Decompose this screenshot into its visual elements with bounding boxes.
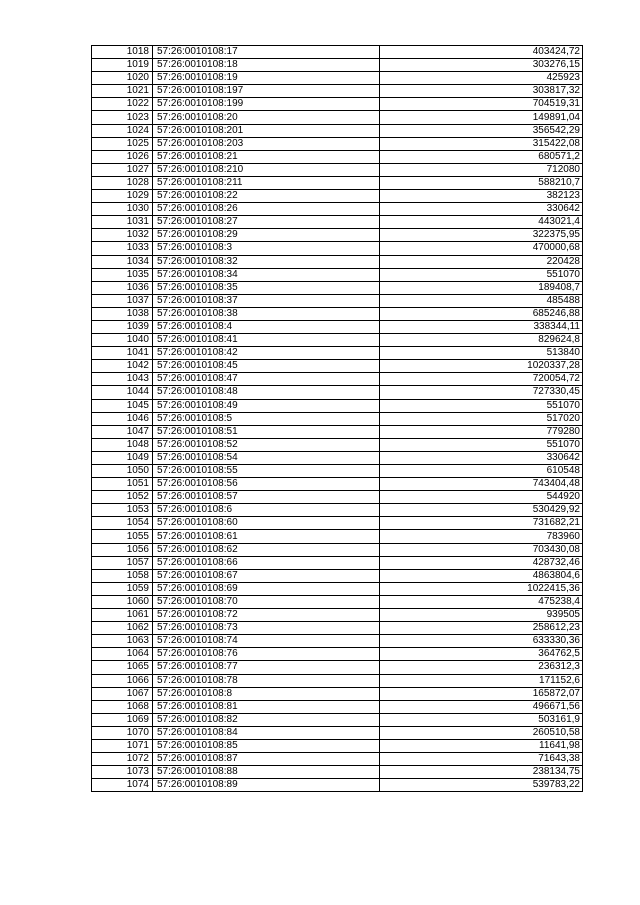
row-number-cell: 1024	[92, 124, 153, 137]
row-number-cell: 1040	[92, 334, 153, 347]
cadastral-number-cell: 57:26:0010108:84	[153, 726, 380, 739]
row-number-cell: 1058	[92, 569, 153, 582]
value-cell: 539783,22	[380, 779, 583, 792]
table-row	[92, 46, 583, 59]
table-row	[92, 530, 583, 543]
row-number-cell: 1065	[92, 661, 153, 674]
value-cell: 485488	[380, 294, 583, 307]
table-row	[92, 242, 583, 255]
value-cell: 165872,07	[380, 687, 583, 700]
row-number-cell: 1042	[92, 360, 153, 373]
row-number-cell: 1060	[92, 595, 153, 608]
row-number-cell: 1030	[92, 203, 153, 216]
cadastral-number-cell: 57:26:0010108:52	[153, 438, 380, 451]
value-cell: 220428	[380, 255, 583, 268]
row-number-cell: 1046	[92, 412, 153, 425]
value-cell: 1022415,36	[380, 582, 583, 595]
table-row	[92, 635, 583, 648]
value-cell: 322375,95	[380, 229, 583, 242]
value-cell: 727330,45	[380, 386, 583, 399]
table-row	[92, 753, 583, 766]
value-cell: 238134,75	[380, 766, 583, 779]
cadastral-number-cell: 57:26:0010108:211	[153, 176, 380, 189]
cadastral-number-cell: 57:26:0010108:34	[153, 268, 380, 281]
table-row	[92, 412, 583, 425]
cadastral-number-cell: 57:26:0010108:35	[153, 281, 380, 294]
value-cell: 829624,8	[380, 334, 583, 347]
cadastral-number-cell: 57:26:0010108:26	[153, 203, 380, 216]
table-row	[92, 609, 583, 622]
table-row	[92, 399, 583, 412]
cadastral-number-cell: 57:26:0010108:56	[153, 478, 380, 491]
row-number-cell: 1054	[92, 517, 153, 530]
row-number-cell: 1051	[92, 478, 153, 491]
row-number-cell: 1071	[92, 739, 153, 752]
table-row	[92, 59, 583, 72]
row-number-cell: 1028	[92, 176, 153, 189]
cadastral-number-cell: 57:26:0010108:18	[153, 59, 380, 72]
table-row	[92, 229, 583, 242]
cadastral-number-cell: 57:26:0010108:76	[153, 648, 380, 661]
value-cell: 330642	[380, 451, 583, 464]
value-cell: 71643,38	[380, 753, 583, 766]
value-cell: 258612,23	[380, 622, 583, 635]
cadastral-number-cell: 57:26:0010108:17	[153, 46, 380, 59]
value-cell: 685246,88	[380, 307, 583, 320]
cadastral-number-cell: 57:26:0010108:5	[153, 412, 380, 425]
row-number-cell: 1032	[92, 229, 153, 242]
table-row	[92, 661, 583, 674]
row-number-cell: 1023	[92, 111, 153, 124]
cadastral-number-cell: 57:26:0010108:38	[153, 307, 380, 320]
cadastral-number-cell: 57:26:0010108:27	[153, 216, 380, 229]
table-row	[92, 726, 583, 739]
table-row	[92, 268, 583, 281]
table-row	[92, 674, 583, 687]
table-row	[92, 281, 583, 294]
cadastral-number-cell: 57:26:0010108:201	[153, 124, 380, 137]
table-row	[92, 700, 583, 713]
cadastral-number-cell: 57:26:0010108:45	[153, 360, 380, 373]
value-cell: 11641,98	[380, 739, 583, 752]
cadastral-number-cell: 57:26:0010108:78	[153, 674, 380, 687]
value-cell: 680571,2	[380, 150, 583, 163]
row-number-cell: 1048	[92, 438, 153, 451]
value-cell: 4863804,6	[380, 569, 583, 582]
row-number-cell: 1037	[92, 294, 153, 307]
row-number-cell: 1062	[92, 622, 153, 635]
cadastral-number-cell: 57:26:0010108:41	[153, 334, 380, 347]
table-row	[92, 176, 583, 189]
cadastral-number-cell: 57:26:0010108:89	[153, 779, 380, 792]
row-number-cell: 1035	[92, 268, 153, 281]
cadastral-number-cell: 57:26:0010108:203	[153, 137, 380, 150]
value-cell: 731682,21	[380, 517, 583, 530]
value-cell: 443021,4	[380, 216, 583, 229]
row-number-cell: 1022	[92, 98, 153, 111]
row-number-cell: 1038	[92, 307, 153, 320]
table-row	[92, 373, 583, 386]
cadastral-number-cell: 57:26:0010108:42	[153, 347, 380, 360]
value-cell: 236312,3	[380, 661, 583, 674]
value-cell: 712080	[380, 163, 583, 176]
table-row	[92, 739, 583, 752]
row-number-cell: 1031	[92, 216, 153, 229]
cadastral-number-cell: 57:26:0010108:70	[153, 595, 380, 608]
value-cell: 544920	[380, 491, 583, 504]
table-row	[92, 569, 583, 582]
table-row	[92, 72, 583, 85]
value-cell: 779280	[380, 425, 583, 438]
row-number-cell: 1072	[92, 753, 153, 766]
cadastral-number-cell: 57:26:0010108:49	[153, 399, 380, 412]
table-row	[92, 766, 583, 779]
row-number-cell: 1053	[92, 504, 153, 517]
row-number-cell: 1025	[92, 137, 153, 150]
value-cell: 939505	[380, 609, 583, 622]
row-number-cell: 1020	[92, 72, 153, 85]
table-row	[92, 334, 583, 347]
row-number-cell: 1050	[92, 465, 153, 478]
cadastral-number-cell: 57:26:0010108:73	[153, 622, 380, 635]
row-number-cell: 1026	[92, 150, 153, 163]
row-number-cell: 1045	[92, 399, 153, 412]
cadastral-number-cell: 57:26:0010108:51	[153, 425, 380, 438]
row-number-cell: 1064	[92, 648, 153, 661]
value-cell: 475238,4	[380, 595, 583, 608]
table-row	[92, 163, 583, 176]
value-cell: 496671,56	[380, 700, 583, 713]
cadastral-number-cell: 57:26:0010108:32	[153, 255, 380, 268]
cadastral-number-cell: 57:26:0010108:48	[153, 386, 380, 399]
table-row	[92, 255, 583, 268]
cadastral-number-cell: 57:26:0010108:74	[153, 635, 380, 648]
value-cell: 364762,5	[380, 648, 583, 661]
cadastral-number-cell: 57:26:0010108:21	[153, 150, 380, 163]
value-cell: 330642	[380, 203, 583, 216]
row-number-cell: 1069	[92, 713, 153, 726]
cadastral-number-cell: 57:26:0010108:20	[153, 111, 380, 124]
row-number-cell: 1074	[92, 779, 153, 792]
row-number-cell: 1019	[92, 59, 153, 72]
row-number-cell: 1043	[92, 373, 153, 386]
cadastral-number-cell: 57:26:0010108:62	[153, 543, 380, 556]
table-row	[92, 386, 583, 399]
value-cell: 783960	[380, 530, 583, 543]
table-row	[92, 465, 583, 478]
value-cell: 633330,36	[380, 635, 583, 648]
cadastral-number-cell: 57:26:0010108:77	[153, 661, 380, 674]
value-cell: 551070	[380, 399, 583, 412]
value-cell: 610548	[380, 465, 583, 478]
table-row	[92, 360, 583, 373]
value-cell: 704519,31	[380, 98, 583, 111]
value-cell: 517020	[380, 412, 583, 425]
cadastral-number-cell: 57:26:0010108:4	[153, 320, 380, 333]
table-row	[92, 504, 583, 517]
cadastral-number-cell: 57:26:0010108:8	[153, 687, 380, 700]
row-number-cell: 1056	[92, 543, 153, 556]
value-cell: 513840	[380, 347, 583, 360]
row-number-cell: 1063	[92, 635, 153, 648]
cadastral-number-cell: 57:26:0010108:85	[153, 739, 380, 752]
cadastral-number-cell: 57:26:0010108:88	[153, 766, 380, 779]
value-cell: 315422,08	[380, 137, 583, 150]
cadastral-number-cell: 57:26:0010108:19	[153, 72, 380, 85]
cadastral-number-cell: 57:26:0010108:199	[153, 98, 380, 111]
table-row	[92, 137, 583, 150]
row-number-cell: 1036	[92, 281, 153, 294]
table-row	[92, 111, 583, 124]
table-row	[92, 124, 583, 137]
cadastral-number-cell: 57:26:0010108:210	[153, 163, 380, 176]
table-row	[92, 307, 583, 320]
cadastral-number-cell: 57:26:0010108:57	[153, 491, 380, 504]
table-row	[92, 451, 583, 464]
value-cell: 503161,9	[380, 713, 583, 726]
table-row	[92, 190, 583, 203]
table-row	[92, 582, 583, 595]
row-number-cell: 1055	[92, 530, 153, 543]
row-number-cell: 1052	[92, 491, 153, 504]
table-row	[92, 595, 583, 608]
value-cell: 425923	[380, 72, 583, 85]
row-number-cell: 1066	[92, 674, 153, 687]
value-cell: 470000,68	[380, 242, 583, 255]
cadastral-number-cell: 57:26:0010108:61	[153, 530, 380, 543]
cadastral-number-cell: 57:26:0010108:29	[153, 229, 380, 242]
row-number-cell: 1041	[92, 347, 153, 360]
table-row	[92, 98, 583, 111]
cadastral-number-cell: 57:26:0010108:3	[153, 242, 380, 255]
row-number-cell: 1061	[92, 609, 153, 622]
value-cell: 551070	[380, 268, 583, 281]
cadastral-number-cell: 57:26:0010108:87	[153, 753, 380, 766]
row-number-cell: 1018	[92, 46, 153, 59]
cadastral-number-cell: 57:26:0010108:55	[153, 465, 380, 478]
value-cell: 530429,92	[380, 504, 583, 517]
row-number-cell: 1033	[92, 242, 153, 255]
table-row	[92, 216, 583, 229]
table-row	[92, 687, 583, 700]
table-row	[92, 491, 583, 504]
value-cell: 260510,58	[380, 726, 583, 739]
row-number-cell: 1073	[92, 766, 153, 779]
value-cell: 703430,08	[380, 543, 583, 556]
row-number-cell: 1021	[92, 85, 153, 98]
row-number-cell: 1067	[92, 687, 153, 700]
table-row	[92, 294, 583, 307]
row-number-cell: 1047	[92, 425, 153, 438]
value-cell: 588210,7	[380, 176, 583, 189]
cadastral-number-cell: 57:26:0010108:69	[153, 582, 380, 595]
row-number-cell: 1057	[92, 556, 153, 569]
table-row	[92, 556, 583, 569]
value-cell: 428732,46	[380, 556, 583, 569]
value-cell: 303276,15	[380, 59, 583, 72]
value-cell: 303817,32	[380, 85, 583, 98]
value-cell: 149891,04	[380, 111, 583, 124]
row-number-cell: 1027	[92, 163, 153, 176]
table-row	[92, 347, 583, 360]
row-number-cell: 1034	[92, 255, 153, 268]
row-number-cell: 1044	[92, 386, 153, 399]
row-number-cell: 1049	[92, 451, 153, 464]
row-number-cell: 1068	[92, 700, 153, 713]
table-row	[92, 85, 583, 98]
cadastral-number-cell: 57:26:0010108:82	[153, 713, 380, 726]
table-row	[92, 543, 583, 556]
row-number-cell: 1059	[92, 582, 153, 595]
row-number-cell: 1070	[92, 726, 153, 739]
value-cell: 1020337,28	[380, 360, 583, 373]
table-row	[92, 517, 583, 530]
cadastral-number-cell: 57:26:0010108:81	[153, 700, 380, 713]
cadastral-value-table	[91, 45, 583, 792]
cadastral-number-cell: 57:26:0010108:47	[153, 373, 380, 386]
table-row	[92, 622, 583, 635]
row-number-cell: 1039	[92, 320, 153, 333]
cadastral-number-cell: 57:26:0010108:60	[153, 517, 380, 530]
row-number-cell: 1029	[92, 190, 153, 203]
value-cell: 171152,6	[380, 674, 583, 687]
table-row	[92, 438, 583, 451]
cadastral-number-cell: 57:26:0010108:6	[153, 504, 380, 517]
value-cell: 356542,29	[380, 124, 583, 137]
cadastral-number-cell: 57:26:0010108:66	[153, 556, 380, 569]
table-row	[92, 150, 583, 163]
table-row	[92, 425, 583, 438]
table-row	[92, 320, 583, 333]
cadastral-number-cell: 57:26:0010108:72	[153, 609, 380, 622]
cadastral-number-cell: 57:26:0010108:54	[153, 451, 380, 464]
cadastral-number-cell: 57:26:0010108:67	[153, 569, 380, 582]
table-row	[92, 713, 583, 726]
cadastral-number-cell: 57:26:0010108:22	[153, 190, 380, 203]
value-cell: 720054,72	[380, 373, 583, 386]
table-row	[92, 203, 583, 216]
table-row	[92, 648, 583, 661]
value-cell: 743404,48	[380, 478, 583, 491]
table-body	[92, 46, 583, 792]
value-cell: 403424,72	[380, 46, 583, 59]
value-cell: 338344,11	[380, 320, 583, 333]
cadastral-number-cell: 57:26:0010108:197	[153, 85, 380, 98]
value-cell: 382123	[380, 190, 583, 203]
table-row	[92, 478, 583, 491]
value-cell: 189408,7	[380, 281, 583, 294]
table-row	[92, 779, 583, 792]
cadastral-number-cell: 57:26:0010108:37	[153, 294, 380, 307]
value-cell: 551070	[380, 438, 583, 451]
